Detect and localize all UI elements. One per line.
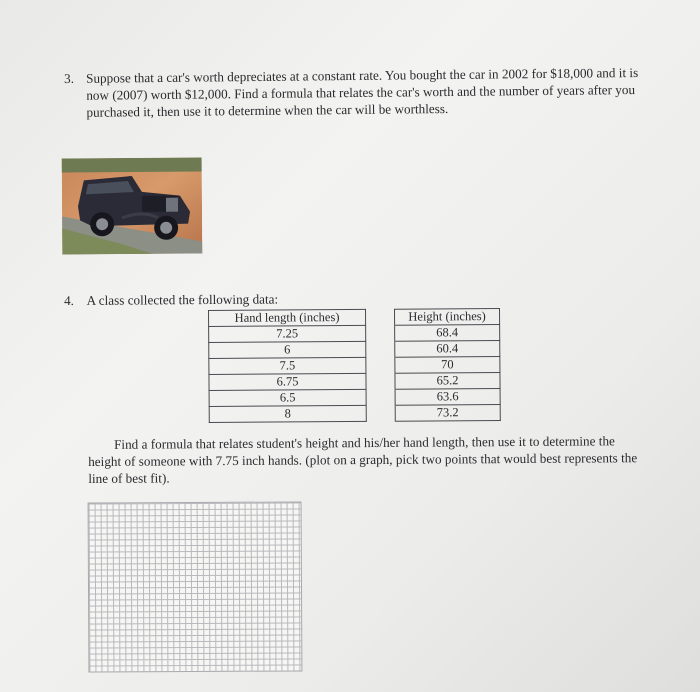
problem-4-intro <box>64 288 644 309</box>
cell-hand-length: 7.5 <box>209 357 366 374</box>
header-height: Height (inches) <box>394 308 499 325</box>
cell-height: 65.2 <box>395 372 500 389</box>
cell-hand-length: 8 <box>209 405 366 422</box>
cell-height: 60.4 <box>395 340 500 357</box>
header-hand-length: Hand length (inches) <box>209 309 366 326</box>
problem-4-number: 4. <box>64 292 75 308</box>
problem-4-question <box>88 432 648 487</box>
problem-3-text: Suppose that a car's worth depreciates at a constant rate. You bought the car in 2002 for $18,000 and it is now (2007) worth $12,000. Find a formula that relates the car's worth and the number of years after you purchased it, then use it to determine when the car will be worthless. <box>86 64 639 120</box>
vintage-car-image <box>62 158 203 255</box>
cell-height: 63.6 <box>395 388 500 405</box>
cell-height: 73.2 <box>395 404 500 421</box>
data-table <box>208 308 501 423</box>
vintage-car-photo <box>62 158 203 255</box>
cell-height: 70 <box>395 356 500 373</box>
cell-hand-length: 7.25 <box>209 325 366 342</box>
problem-3 <box>64 64 645 121</box>
cell-hand-length: 6.75 <box>209 373 366 390</box>
problem-4-intro-text: A class collected the following data: <box>86 291 279 308</box>
problem-3-number: 3. <box>64 70 75 86</box>
cell-height: 68.4 <box>395 324 500 341</box>
problem-4-question-text: Find a formula that relates student's height and his/her hand length, then use it to determine the height of someone with 7.75 inch hands. (plot on a graph, pick two points that would best represents the line of best fit). <box>88 433 638 486</box>
cell-hand-length: 6 <box>209 341 366 358</box>
cell-hand-length: 6.5 <box>209 389 366 406</box>
graph-paper-grid <box>88 501 303 672</box>
table-row <box>209 404 500 422</box>
